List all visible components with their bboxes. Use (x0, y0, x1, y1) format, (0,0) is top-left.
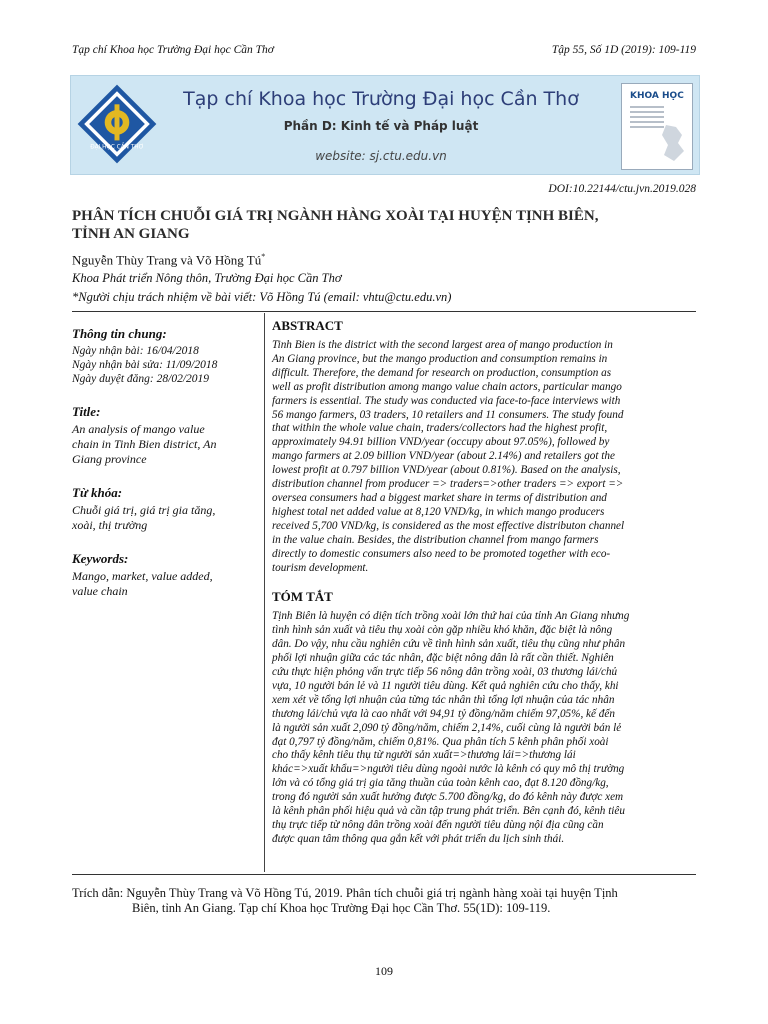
text-line: distribution channel from producer => traders=>other traders => export => (272, 478, 624, 491)
text-line: phối lợi nhuận giữa các tác nhân, đặc biệt nông dân là rất cần thiết. Nghiên (272, 652, 614, 665)
citation (72, 886, 696, 916)
revised-date: Ngày nhận bài sửa: 11/09/2018 (72, 359, 218, 371)
journal-name-header: Tạp chí Khoa học Trường Đại học Cần Thơ (72, 44, 274, 56)
text-line: tình hình sản xuất và tiêu thụ xoài còn gặp nhiều khó khăn, đặc biệt là nông (272, 624, 613, 637)
page-number: 109 (375, 964, 393, 978)
text-line: là kênh phân phối hiệu quả và cần tập trung phát triển. Bên cạnh đó, kênh tiêu (272, 805, 625, 818)
doi[interactable]: DOI:10.22144/ctu.jvn.2019.028 (548, 183, 696, 195)
corresponding-mark: * (261, 252, 266, 261)
text-line: received 5,700 VND/kg, is considered as the most effective distributon channel (272, 519, 625, 532)
text-line: dân. Do vậy, nhu cầu nghiên cứu về tình hình sản xuất, tiêu thụ cũng như phân (272, 638, 626, 651)
citation-line: Biên, tỉnh An Giang. Tạp chí Khoa học Trường Đại học Cần Thơ. 55(1D): 109-119. (132, 901, 551, 915)
text-line: lớn và có tổng giá trị gia tăng thuần của toàn kênh cao, đạt 8.120 đồng/kg, (272, 777, 609, 790)
bottom-divider (72, 874, 696, 875)
text-line: that within the whole value chain, traders/collectors had the highest profit, (272, 422, 608, 435)
cover-brand: KHOA HỌC (630, 91, 684, 101)
abstract-heading: ABSTRACT (272, 318, 343, 333)
citation-line: Trích dẫn: Nguyễn Thùy Trang và Võ Hồng Tú, 2019. Phân tích chuỗi giá trị ngành hàng xoài tại huyện Tịnh (72, 886, 618, 900)
text-line: oversea consumers had a biggest market share in terms of distribution and (272, 491, 607, 504)
keywords-line: xoài, thị trường (72, 518, 148, 532)
text-line: well as profit distribution among mango value chain actors, particular mango (272, 380, 622, 393)
accepted-date: Ngày duyệt đăng: 28/02/2019 (72, 373, 210, 385)
vietnamese-keywords-heading: Từ khóa: (72, 485, 123, 500)
text-line: cho thấy kênh tiêu thụ từ người sản xuất=>thương lái=>thương lái (272, 749, 576, 762)
text-line: khác=>xuất khẩu=>người tiêu dùng ngoài nước là kênh có quy mô thị trường (272, 763, 625, 776)
text-line: tourism development. (272, 561, 369, 574)
abstract-column (272, 318, 696, 847)
text-line: An Giang province, but the mango production and consumption remains in (272, 352, 608, 365)
map-icon (658, 123, 688, 163)
keywords-line: Mango, market, value added, (72, 569, 213, 583)
logo-text: ĐẠI HỌC CẦN THƠ (90, 144, 144, 151)
english-title-heading: Title: (72, 404, 101, 419)
text-line: approximately 94.91 billion VND/year (occupy about 97.05%), followed by (272, 436, 610, 449)
text-line: xem xét về tổng lợi nhuận của từng tác nhân thì tổng lợi nhuận của tác nhân (272, 693, 615, 706)
running-header (72, 44, 696, 56)
article-title-line: PHÂN TÍCH CHUỖI GIÁ TRỊ NGÀNH HÀNG XOÀI TẠI HUYỆN TỊNH BIÊN, (72, 208, 599, 224)
text-line: cứu thực hiện phỏng vấn trực tiếp 56 nông dân trồng xoài, 03 thương lái/chủ (272, 666, 618, 679)
text-line: thương lái/chủ vựa là cao nhất với 94,91 tỷ đồng/năm chiếm 97,05%, kế đến (272, 707, 615, 720)
keywords (72, 569, 260, 599)
abstract-text (272, 339, 696, 575)
column-divider (264, 313, 265, 872)
text-line: 56 mango farmers, 03 traders, 10 retailers and 11 consumers. The study found (272, 408, 624, 421)
text-line: in the value chain. Besides, the distribution channel from mango farmers (272, 533, 599, 546)
corresponding-author: *Người chịu trách nhiệm về bài viết: Võ Hồng Tú (email: vhtu@ctu.edu.vn) (72, 290, 452, 304)
text-line: Tịnh Biên là huyện có diện tích trồng xoài lớn thứ hai của tỉnh An Giang nhưng (272, 610, 630, 623)
text-line: highest total net added value at 8,120 VND/kg, in which mango producers (272, 505, 605, 518)
info-heading: Thông tin chung: (72, 326, 167, 341)
text-line: được quan tâm thông qua gắn kết với phát triển du lịch sinh thái. (272, 832, 565, 845)
english-title-line: Giang province (72, 452, 147, 466)
author-names: Nguyễn Thùy Trang và Võ Hồng Tú (72, 252, 262, 268)
top-divider (72, 311, 696, 312)
text-line: trong đó người sản xuất hưởng được 5.700 đồng/kg, do đó kênh này được xem (272, 791, 624, 804)
journal-cover-thumbnail (621, 83, 693, 170)
authors (72, 252, 265, 268)
banner-subtitle: Phần D: Kinh tế và Pháp luật (283, 119, 479, 133)
tomtat-text (272, 610, 696, 846)
article-title-line: TỈNH AN GIANG (72, 226, 190, 242)
text-line: vựa, 10 người bán lẻ và 11 người tiêu dùng. Kết quả nghiên cứu cho thấy, khi (272, 679, 619, 692)
keywords-line: Chuỗi giá trị, giá trị gia tăng, (72, 503, 216, 517)
text-line: lowest profit at 0.797 billion VND/year (about 0.81%). Based on the analysis, (272, 464, 621, 477)
text-line: difficult. Therefore, the demand for research on production, consumption as (272, 366, 612, 379)
english-title-line: chain in Tinh Bien district, An (72, 437, 217, 451)
text-line: là người sản xuất 2,090 tỷ đồng/năm, chiếm 2,14%, cuối cùng là người bán lẻ (272, 721, 622, 734)
english-title (72, 422, 260, 467)
volume-issue-header: Tập 55, Số 1D (2019): 109-119 (551, 44, 696, 56)
article-info-column (72, 319, 260, 599)
banner-website[interactable]: website: sj.ctu.edu.vn (315, 149, 447, 163)
received-date: Ngày nhận bài: 16/04/2018 (72, 345, 199, 357)
university-logo-icon (76, 83, 158, 165)
banner-title: Tạp chí Khoa học Trường Đại học Cần Thơ (183, 88, 579, 110)
text-line: đạt 0,797 tỷ đồng/năm, chiếm 0,81%. Qua phân tích 5 kênh phân phối xoài (272, 735, 609, 748)
text-line: thụ trực tiếp từ nông dân trồng xoài đến người tiêu dùng nội địa cũng cần (272, 819, 604, 831)
text-line: directly to domestic consumers also need to be promoted together with eco- (272, 547, 611, 560)
article-title (72, 207, 696, 243)
tomtat-heading: TÓM TẮT (272, 589, 333, 605)
journal-banner (70, 75, 700, 175)
text-line: mango farmers at 2.09 billion VND/year (about 2.14%) and retailers got the (272, 450, 615, 463)
keywords-line: value chain (72, 584, 128, 598)
text-line: farmers is essential. The study was conducted via face-to-face interviews with (272, 394, 621, 407)
keywords-heading: Keywords: (72, 551, 129, 566)
english-title-line: An analysis of mango value (72, 422, 205, 436)
text-line: Tinh Bien is the district with the second largest area of mango production in (272, 339, 613, 351)
vietnamese-keywords (72, 503, 260, 533)
affiliation: Khoa Phát triển Nông thôn, Trường Đại học Cần Thơ (72, 271, 342, 285)
